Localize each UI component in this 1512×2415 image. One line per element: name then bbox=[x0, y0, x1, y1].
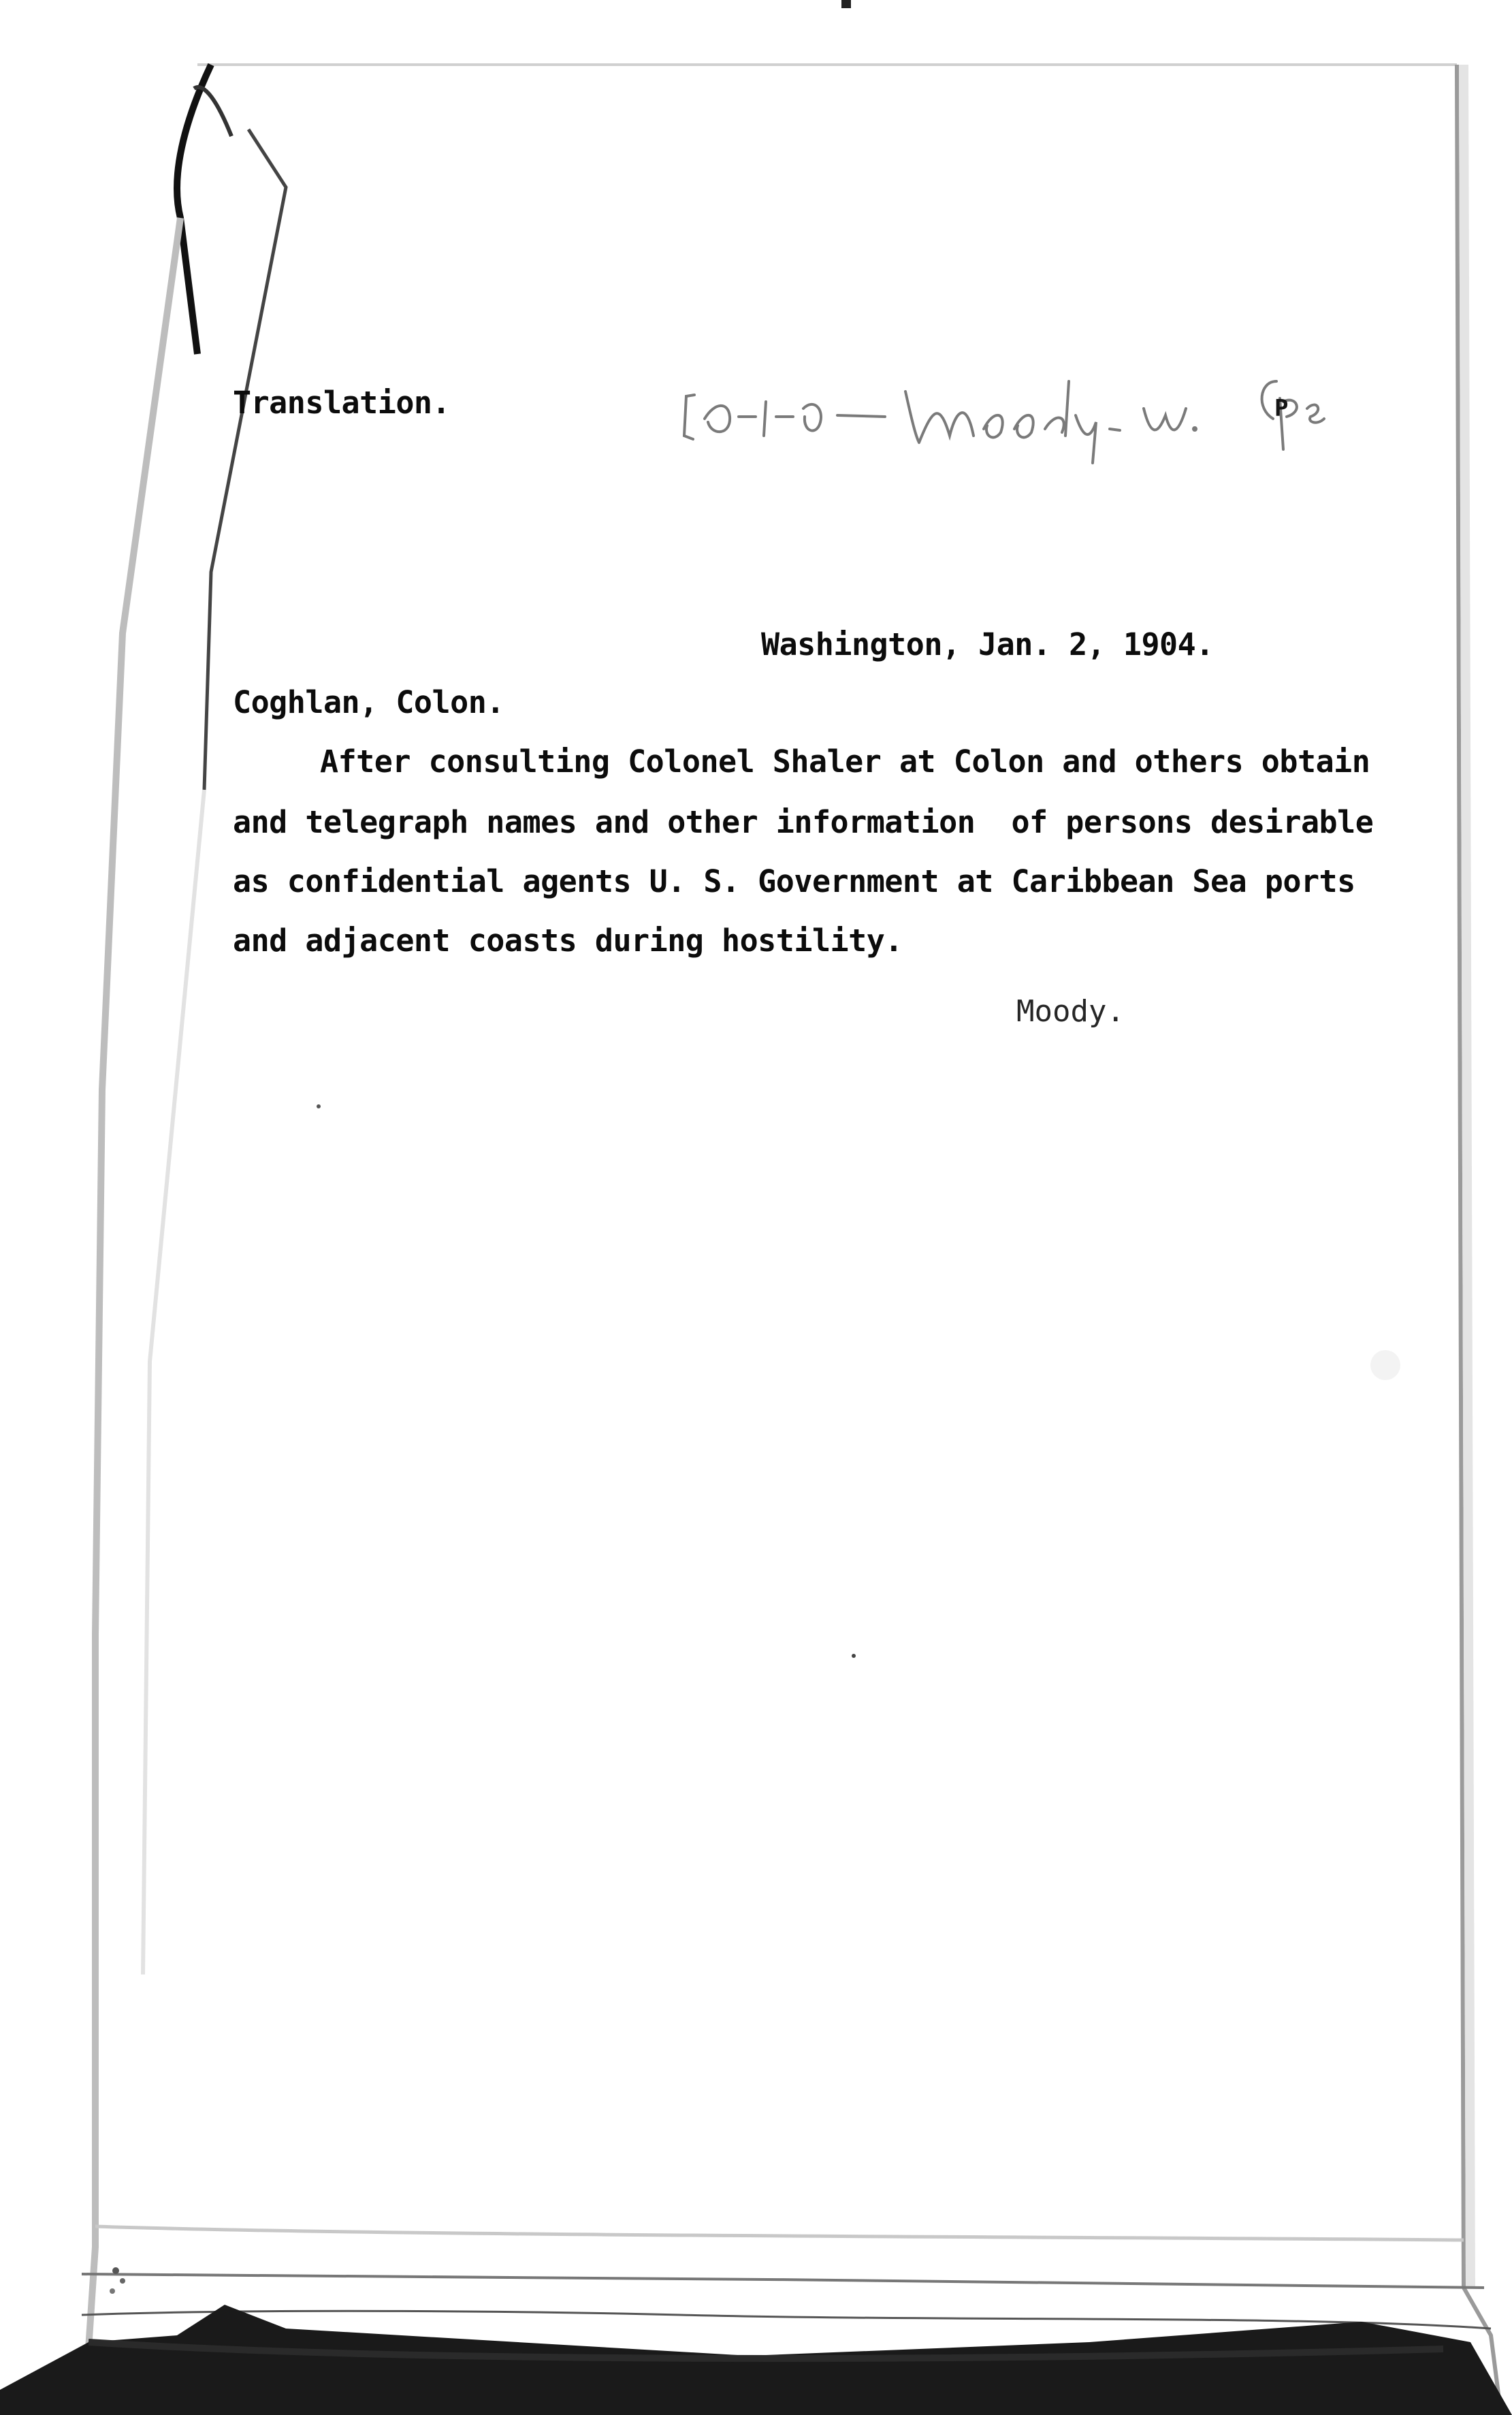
annotation-mark: P bbox=[1274, 395, 1289, 422]
document-heading: Translation. bbox=[233, 385, 451, 421]
body-line: and telegraph names and other information of persons desirable bbox=[233, 804, 1374, 840]
dateline: Washington, Jan. 2, 1904. bbox=[761, 626, 1214, 662]
handwritten-annotation bbox=[667, 340, 1334, 477]
recipient-address: Coghlan, Colon. bbox=[233, 684, 504, 720]
signature: Moody. bbox=[1016, 994, 1125, 1029]
body-line: After consulting Colonel Shaler at Colon and others obtain bbox=[320, 743, 1370, 780]
body-line: as confidential agents U. S. Government at Caribbean Sea ports bbox=[233, 863, 1355, 899]
body-line: and adjacent coasts during hostility. bbox=[233, 923, 903, 959]
